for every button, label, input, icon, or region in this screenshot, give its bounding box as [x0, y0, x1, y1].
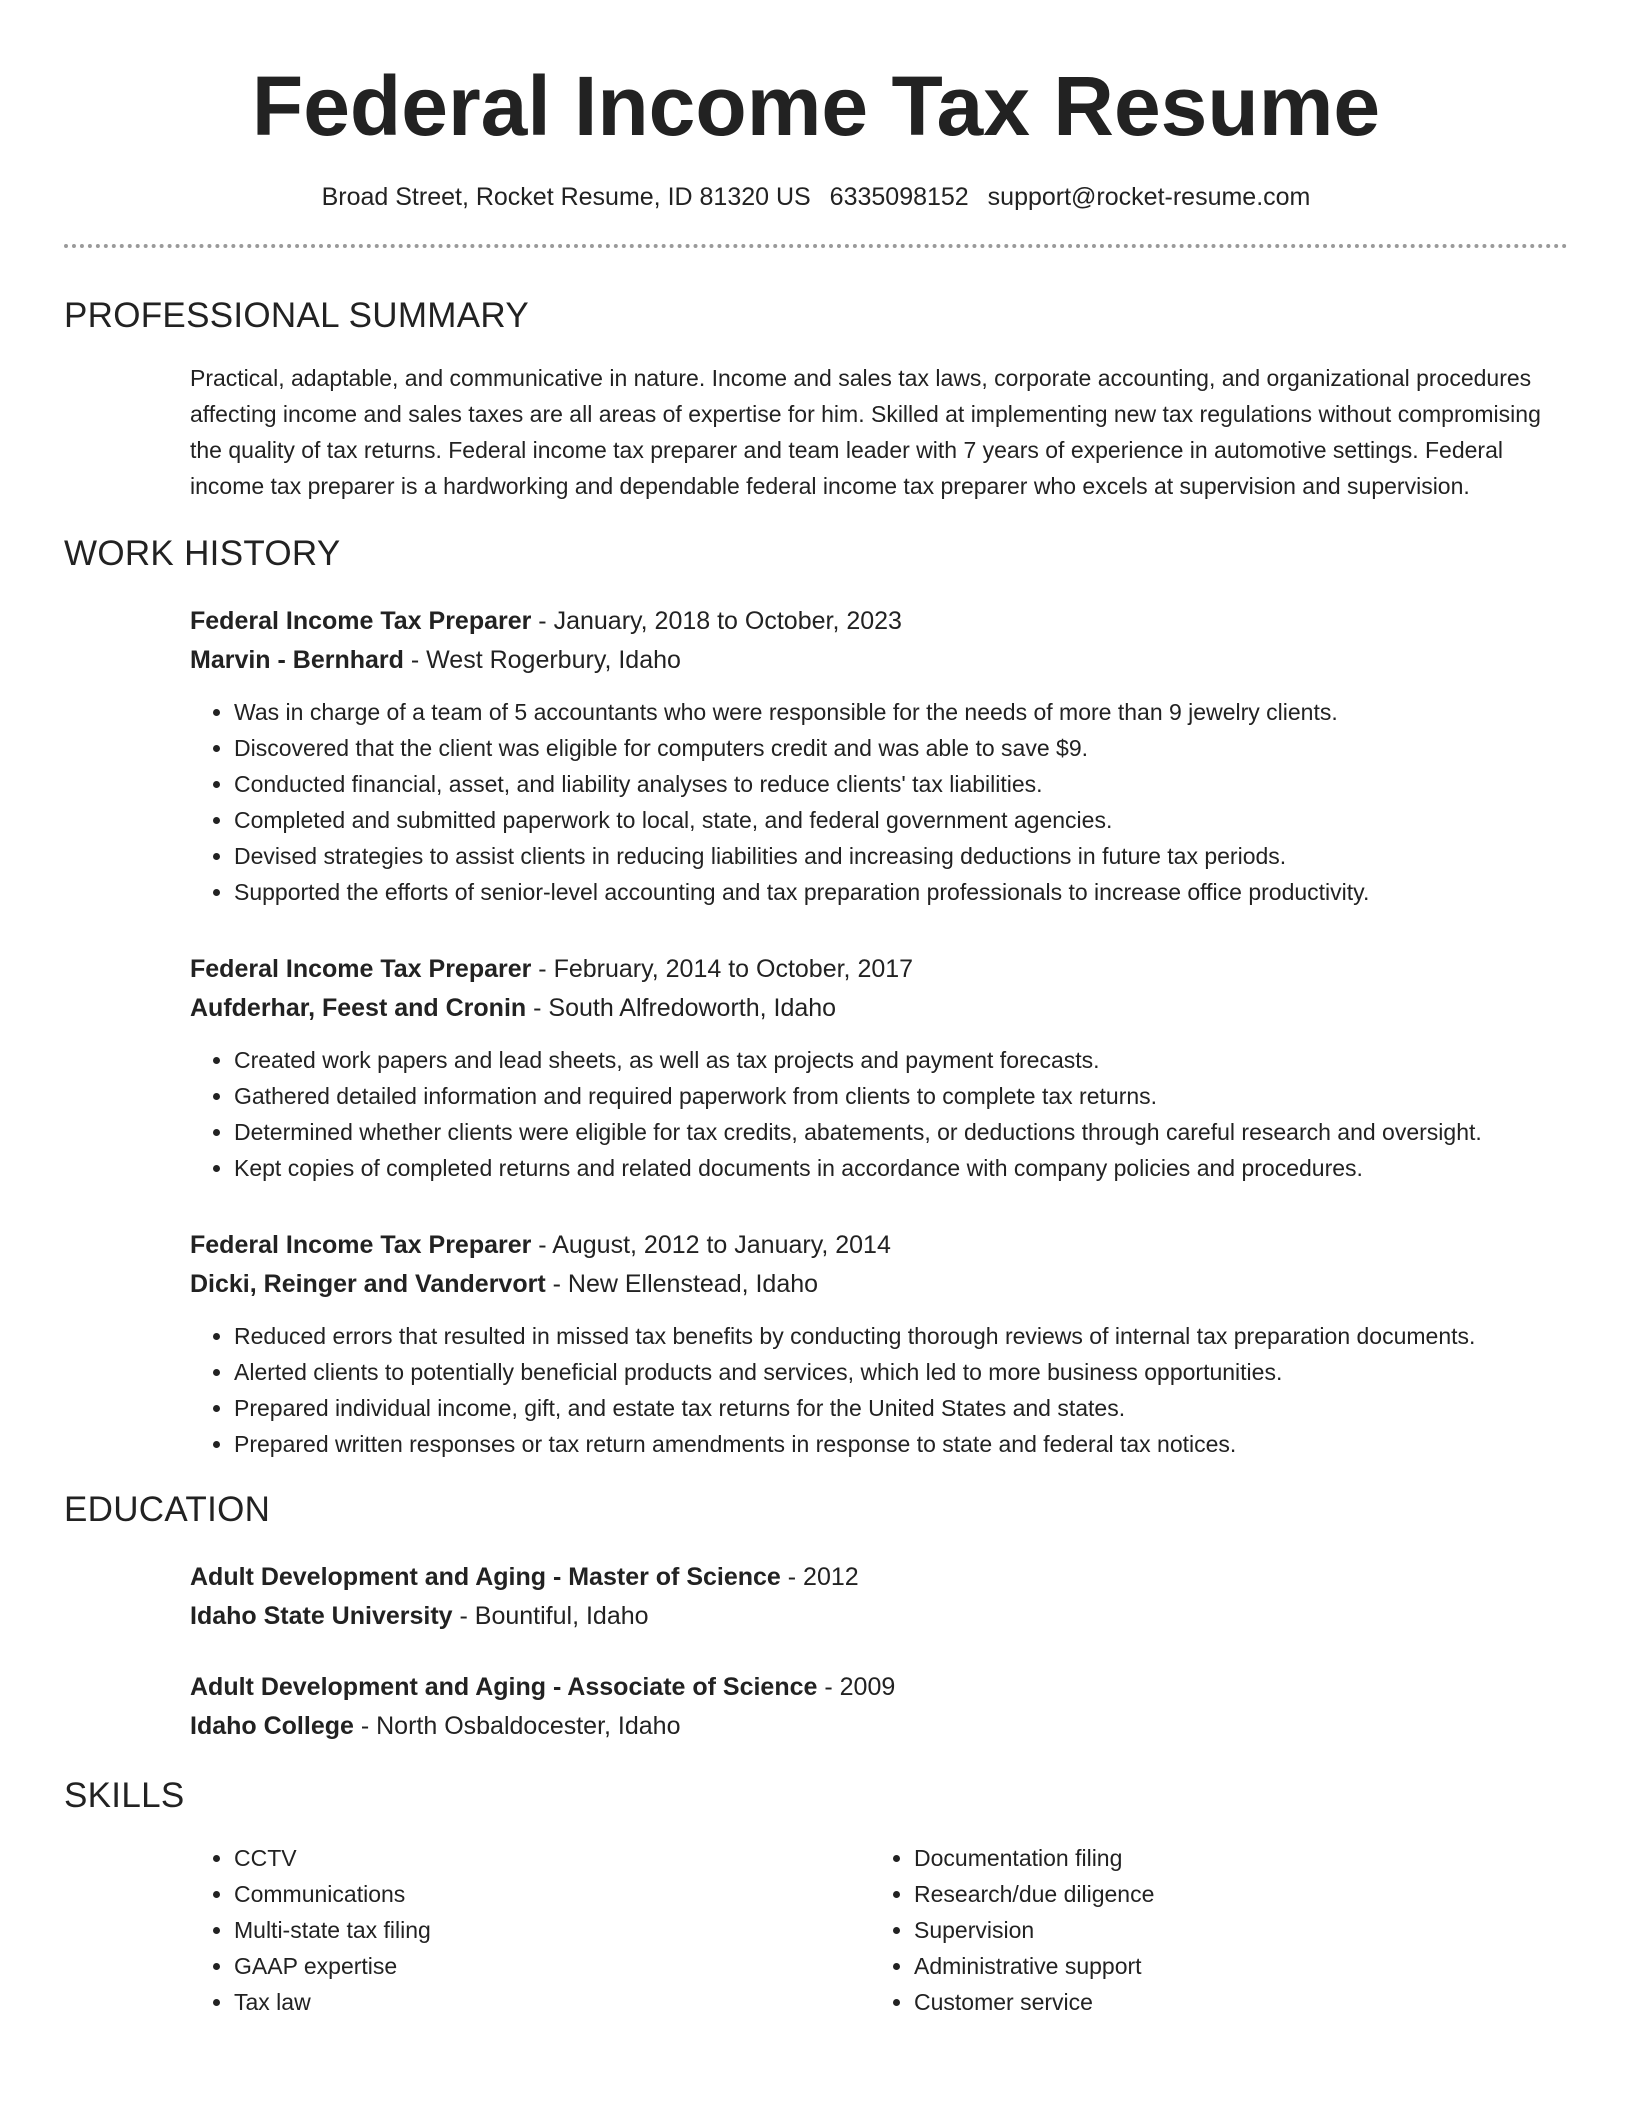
job-dates: - February, 2014 to October, 2017	[531, 955, 914, 983]
education-degree-line	[190, 1558, 1568, 1597]
job-position: Federal Income Tax Preparer	[190, 607, 532, 635]
contact-phone: 6335098152	[829, 183, 969, 211]
list-item: • Gathered detailed information and required paperwork from clients to complete tax returns.	[234, 1078, 1568, 1114]
skill-item: • GAAP expertise	[234, 1948, 870, 1984]
summary-section	[190, 360, 1568, 504]
skill-item: • Tax law	[234, 1984, 870, 2020]
list-item: • Conducted financial, asset, and liability analyses to reduce clients' tax liabilities.	[234, 766, 1568, 802]
job-position: Federal Income Tax Preparer	[190, 1231, 532, 1259]
list-item: • Supported the efforts of senior-level accounting and tax preparation professionals to increase office productivity.	[234, 874, 1568, 910]
education-school-line	[190, 1597, 1568, 1636]
job-title-line	[190, 1226, 1568, 1265]
job-company: Marvin - Bernhard	[190, 646, 404, 674]
education-school-line	[190, 1707, 1568, 1746]
list-item: • Prepared individual income, gift, and estate tax returns for the United States and states.	[234, 1390, 1568, 1426]
skill-item: • Administrative support	[914, 1948, 1550, 1984]
education-degree: Adult Development and Aging - Master of Science	[190, 1563, 781, 1591]
summary-text: Practical, adaptable, and communicative in nature. Income and sales tax laws, corporate accounting, and organizational procedures affecting income and sales taxes are all areas of expertise for him. Skilled at implementing new tax regulations without compromising the quality of tax returns. Federal income tax preparer and team leader with 7 years of experience in automotive settings. Federal income tax preparer is a hardworking and dependable federal income tax preparer who excels at supervision and supervision.	[190, 365, 1541, 499]
resume-page	[64, 0, 1568, 2020]
skill-item: • Research/due diligence	[914, 1876, 1550, 1912]
list-item: • Alerted clients to potentially beneficial products and services, which led to more business opportunities.	[234, 1354, 1568, 1390]
job-bullets	[190, 1318, 1568, 1462]
list-item: • Devised strategies to assist clients in reducing liabilities and increasing deductions in future tax periods.	[234, 838, 1568, 874]
header-divider	[64, 244, 1568, 248]
education-year: - 2012	[780, 1563, 859, 1591]
skill-item: • Documentation filing	[914, 1840, 1550, 1876]
education-entry	[190, 1558, 1568, 1636]
list-item: • Prepared written responses or tax return amendments in response to state and federal tax notices.	[234, 1426, 1568, 1462]
section-title-education: EDUCATION	[64, 1490, 271, 1529]
job-company: Aufderhar, Feest and Cronin	[190, 994, 527, 1022]
contact-line	[64, 180, 1568, 214]
list-item: • Kept copies of completed returns and related documents in accordance with company policies and procedures.	[234, 1150, 1568, 1186]
job-location: - New Ellenstead, Idaho	[545, 1270, 819, 1298]
job-position: Federal Income Tax Preparer	[190, 955, 532, 983]
job-company-line	[190, 989, 1568, 1028]
job-company: Dicki, Reinger and Vandervort	[190, 1270, 546, 1298]
education-section	[190, 1558, 1568, 1746]
skill-item: • Customer service	[914, 1984, 1550, 2020]
job-title-line	[190, 950, 1568, 989]
job-dates: - August, 2012 to January, 2014	[531, 1231, 891, 1259]
list-item: • Determined whether clients were eligible for tax credits, abatements, or deductions through careful research and oversight.	[234, 1114, 1568, 1150]
job-company-line	[190, 1265, 1568, 1304]
list-item: • Reduced errors that resulted in missed tax benefits by conducting thorough reviews of internal tax preparation documents.	[234, 1318, 1568, 1354]
job-bullets	[190, 1042, 1568, 1186]
skill-item: • Communications	[234, 1876, 870, 1912]
job-entry	[190, 602, 1568, 910]
contact-email: support@rocket-resume.com	[987, 183, 1311, 211]
skill-item: • Supervision	[914, 1912, 1550, 1948]
education-degree-line	[190, 1668, 1568, 1707]
education-entry	[190, 1668, 1568, 1746]
skills-section	[190, 1840, 1568, 2020]
education-location: - Bountiful, Idaho	[452, 1602, 649, 1630]
list-item: • Was in charge of a team of 5 accountants who were responsible for the needs of more than 9 jewelry clients.	[234, 694, 1568, 730]
section-title-work-history: WORK HISTORY	[64, 534, 341, 573]
skill-item: • Multi-state tax filing	[234, 1912, 870, 1948]
education-year: - 2009	[817, 1673, 896, 1701]
work-history-section	[190, 602, 1568, 1462]
job-dates: - January, 2018 to October, 2023	[531, 607, 902, 635]
job-company-line	[190, 641, 1568, 680]
resume-title: Federal Income Tax Resume	[251, 59, 1381, 153]
job-bullets	[190, 694, 1568, 910]
section-title-summary: PROFESSIONAL SUMMARY	[64, 296, 529, 335]
education-location: - North Osbaldocester, Idaho	[353, 1712, 681, 1740]
contact-address: Broad Street, Rocket Resume, ID 81320 US	[321, 183, 811, 211]
education-school: Idaho College	[190, 1712, 354, 1740]
skills-list-right	[870, 1840, 1550, 2020]
skills-list-left	[190, 1840, 870, 2020]
section-title-skills: SKILLS	[64, 1776, 185, 1815]
skill-item: • CCTV	[234, 1840, 870, 1876]
list-item: • Completed and submitted paperwork to local, state, and federal government agencies.	[234, 802, 1568, 838]
job-location: - South Alfredoworth, Idaho	[526, 994, 837, 1022]
list-item: • Discovered that the client was eligible for computers credit and was able to save $9.	[234, 730, 1568, 766]
education-degree: Adult Development and Aging - Associate of Science	[190, 1673, 818, 1701]
job-title-line	[190, 602, 1568, 641]
job-location: - West Rogerbury, Idaho	[403, 646, 681, 674]
list-item: • Created work papers and lead sheets, as well as tax projects and payment forecasts.	[234, 1042, 1568, 1078]
job-entry	[190, 1226, 1568, 1462]
education-school: Idaho State University	[190, 1602, 453, 1630]
job-entry	[190, 950, 1568, 1186]
